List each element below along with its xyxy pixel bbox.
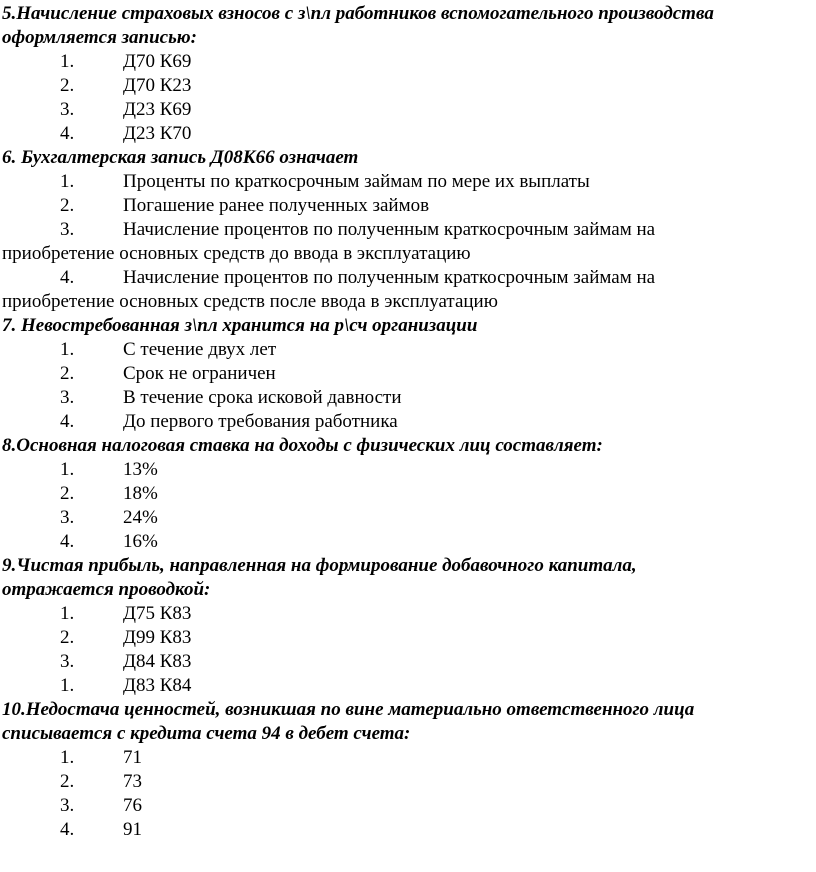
option-number: 2. <box>60 195 75 216</box>
question-6-title: 6. Бухгалтерская запись Д08К66 означает <box>2 147 359 168</box>
question-10-title-line-1: 10.Недостача ценностей, возникшая по вине материально ответственного лица <box>2 699 695 720</box>
option-number: 2. <box>60 483 75 504</box>
option-text: Проценты по краткосрочным займам по мере их выплаты <box>123 171 590 192</box>
option-number: 1. <box>60 675 75 696</box>
option-text: 24% <box>123 507 158 528</box>
option-text: Д23 К70 <box>123 123 192 144</box>
option-number: 3. <box>60 795 75 816</box>
option-number: 1. <box>60 51 75 72</box>
option-number: 3. <box>60 651 75 672</box>
question-8-title: 8.Основная налоговая ставка на доходы с физических лиц составляет: <box>2 435 603 456</box>
option-number: 2. <box>60 363 75 384</box>
option-number: 1. <box>60 171 75 192</box>
option-text: Срок не ограничен <box>123 363 276 384</box>
option-number: 1. <box>60 747 75 768</box>
option-text: 76 <box>123 795 142 816</box>
option-number: 1. <box>60 339 75 360</box>
option-number: 3. <box>60 99 75 120</box>
option-text-continuation: приобретение основных средств после ввода в эксплуатацию <box>2 291 498 312</box>
question-7-title: 7. Невостребованная з\пл хранится на р\сч организации <box>2 315 478 336</box>
option-text: Погашение ранее полученных займов <box>123 195 430 216</box>
option-number: 1. <box>60 603 75 624</box>
option-number: 4. <box>60 819 75 840</box>
option-text: Д70 К23 <box>123 75 192 96</box>
option-number: 1. <box>60 459 75 480</box>
question-5-title-line-2: оформляется записью: <box>2 27 198 48</box>
option-number: 2. <box>60 771 75 792</box>
option-text: В течение срока исковой давности <box>123 387 402 408</box>
option-text: 18% <box>123 483 158 504</box>
option-number: 2. <box>60 627 75 648</box>
option-text: Д75 К83 <box>123 603 192 624</box>
option-text: Д99 К83 <box>123 627 192 648</box>
option-text: 13% <box>123 459 158 480</box>
option-number: 3. <box>60 507 75 528</box>
option-text: Д83 К84 <box>123 675 192 696</box>
question-9-title-line-1: 9.Чистая прибыль, направленная на формирование добавочного капитала, <box>2 555 637 576</box>
option-number: 4. <box>60 531 75 552</box>
option-text-continuation: приобретение основных средств до ввода в эксплуатацию <box>2 243 471 264</box>
option-text: Д84 К83 <box>123 651 192 672</box>
option-text: До первого требования работника <box>123 411 398 432</box>
option-number: 2. <box>60 75 75 96</box>
option-text: Д23 К69 <box>123 99 192 120</box>
option-number: 3. <box>60 219 75 240</box>
option-number: 3. <box>60 387 75 408</box>
option-text: Начисление процентов по полученным краткосрочным займам на <box>123 267 656 288</box>
option-number: 4. <box>60 267 75 288</box>
question-9-title-line-2: отражается проводкой: <box>2 579 211 600</box>
option-text: 91 <box>123 819 142 840</box>
option-number: 4. <box>60 123 75 144</box>
option-text: Д70 К69 <box>123 51 192 72</box>
question-5-title-line-1: 5.Начисление страховых взносов с з\пл работников вспомогательного производства <box>2 3 714 24</box>
option-text: 16% <box>123 531 158 552</box>
option-text: С течение двух лет <box>123 339 277 360</box>
option-number: 4. <box>60 411 75 432</box>
option-text: 73 <box>123 771 142 792</box>
option-text: 71 <box>123 747 142 768</box>
question-10-title-line-2: списывается с кредита счета 94 в дебет счета: <box>2 723 411 744</box>
option-text: Начисление процентов по полученным краткосрочным займам на <box>123 219 656 240</box>
